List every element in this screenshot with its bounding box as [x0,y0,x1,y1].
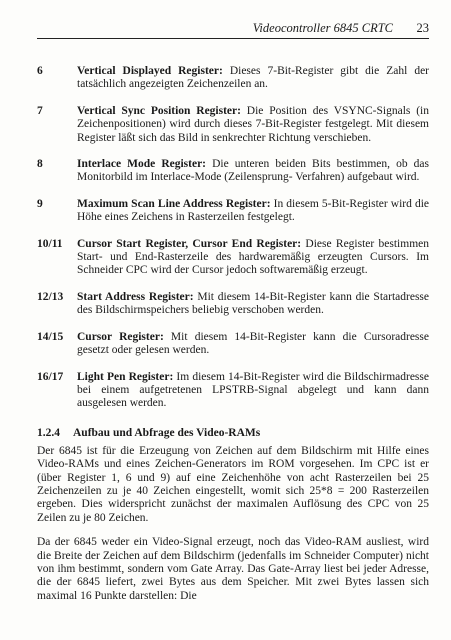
register-number: 9 [37,197,43,210]
register-text: Dieses 7-Bit-Register gibt die Zahl der tatsächlich angezeigten Zeichenzeilen an. [77,65,429,91]
register-number: 12/13 [37,290,64,303]
register-description [77,198,429,225]
register-term: Vertical Displayed Register: [77,65,223,77]
register-text: Im diesem 14-Bit-Register wird die Bildschirmadresse bei einem aufgetretenen LPSTRB-Signal abgelegt und kann dann ausgelesen werden. [77,370,429,410]
register-number: 10/11 [37,237,63,250]
register-number: 14/15 [37,330,64,343]
register-term: Cursor Register: [77,330,164,343]
register-number: 16/17 [37,370,64,383]
running-title: Videocontroller 6845 CRTC [252,21,393,35]
register-term: Start Address Register: [77,290,194,303]
register-entry [37,238,429,278]
register-description [77,105,429,145]
register-text: Mit diesem 14-Bit-Register kann die Startadresse des Bildschirmspeichers beliebig verschoben werden. [77,290,429,317]
section-title: Aufbau und Abfrage des Video-RAMs [73,426,261,439]
register-description [77,65,429,92]
body-paragraph: Der 6845 ist für die Erzeugung von Zeichen auf dem Bildschirm mit Hilfe eines Video-RAMs und eines Zeichen-Generators im ROM vorgesehen. Im CPC ist er (über Register 1, 6 und 9) auf eine Zeichenhöhe von acht Rasterzeilen bei 25 Zeichenzeilen zu je 40 Zeichen eingestellt, womit sich 25*8 = 200 Rasterzeilen ergeben. Dies widerspricht zunächst der maximalen Auflösung des CPC von 25 Zeilen zu je 80 Zeichen. [37,444,429,524]
register-text: In diesem 5-Bit-Register wird die Höhe eines Zeichens in Rasterzeilen festgelegt. [77,197,430,224]
register-entry [37,158,429,185]
register-term: Vertical Sync Position Register: [77,104,241,117]
register-number: 8 [37,158,43,171]
section-heading [37,427,429,439]
register-text: Die unteren beiden Bits bestimmen, ob das Monitorbild im Interlace-Mode (Zeilensprung- Verfahren) aufgebaut wird. [77,158,429,184]
register-description [77,238,429,278]
register-number: 7 [37,104,43,117]
register-term: Maximum Scan Line Address Register: [77,197,271,210]
register-term: Cursor Start Register, Cursor End Register: [77,237,302,250]
register-text: Die Position des VSYNC-Signals (in Zeichenpositionen) wird durch dieses 7-Bit-Register festgelegt. Mit diesem Register läßt sich das Bild in senkrechter Richtung verschieben. [77,104,429,144]
register-entry [37,65,429,92]
register-number: 6 [37,65,43,77]
register-term: Interlace Mode Register: [77,158,207,171]
body-paragraph: Da der 6845 weder ein Video-Signal erzeugt, noch das Video-RAM ausliest, wird die Breite der Zeichen auf dem Bildschirm (jedenfalls im Schneider Computer) nicht von ihm bestimmt, sondern vom Gate Array. Das Gate-Array liest bei jeder Adresse, die der 6845 liefert, zwei Bytes aus dem Speicher. Mit zwei Bytes lassen sich maximal 16 Punkte darstellen: Die [37,536,429,602]
register-entry [37,371,429,411]
register-entry [37,198,429,225]
register-description [77,331,429,358]
register-entry [37,105,429,145]
register-entry [37,291,429,318]
register-description [77,371,429,411]
register-description [77,291,429,318]
register-description [77,158,429,185]
page-header [37,20,429,39]
register-text: Mit diesem 14-Bit-Register kann die Cursoradresse gesetzt oder gelesen werden. [77,330,429,357]
register-term: Light Pen Register: [77,370,174,383]
register-text: Diese Register bestimmen Start- und End-Rasterzeile des hardwaremäßig erzeugten Cursors. Im Schneider CPC wird der Cursor jedoch softwaremäßig erzeugt. [77,237,429,277]
section-number: 1.2.4 [37,426,60,439]
register-entry [37,331,429,358]
page-number: 23 [416,21,429,35]
